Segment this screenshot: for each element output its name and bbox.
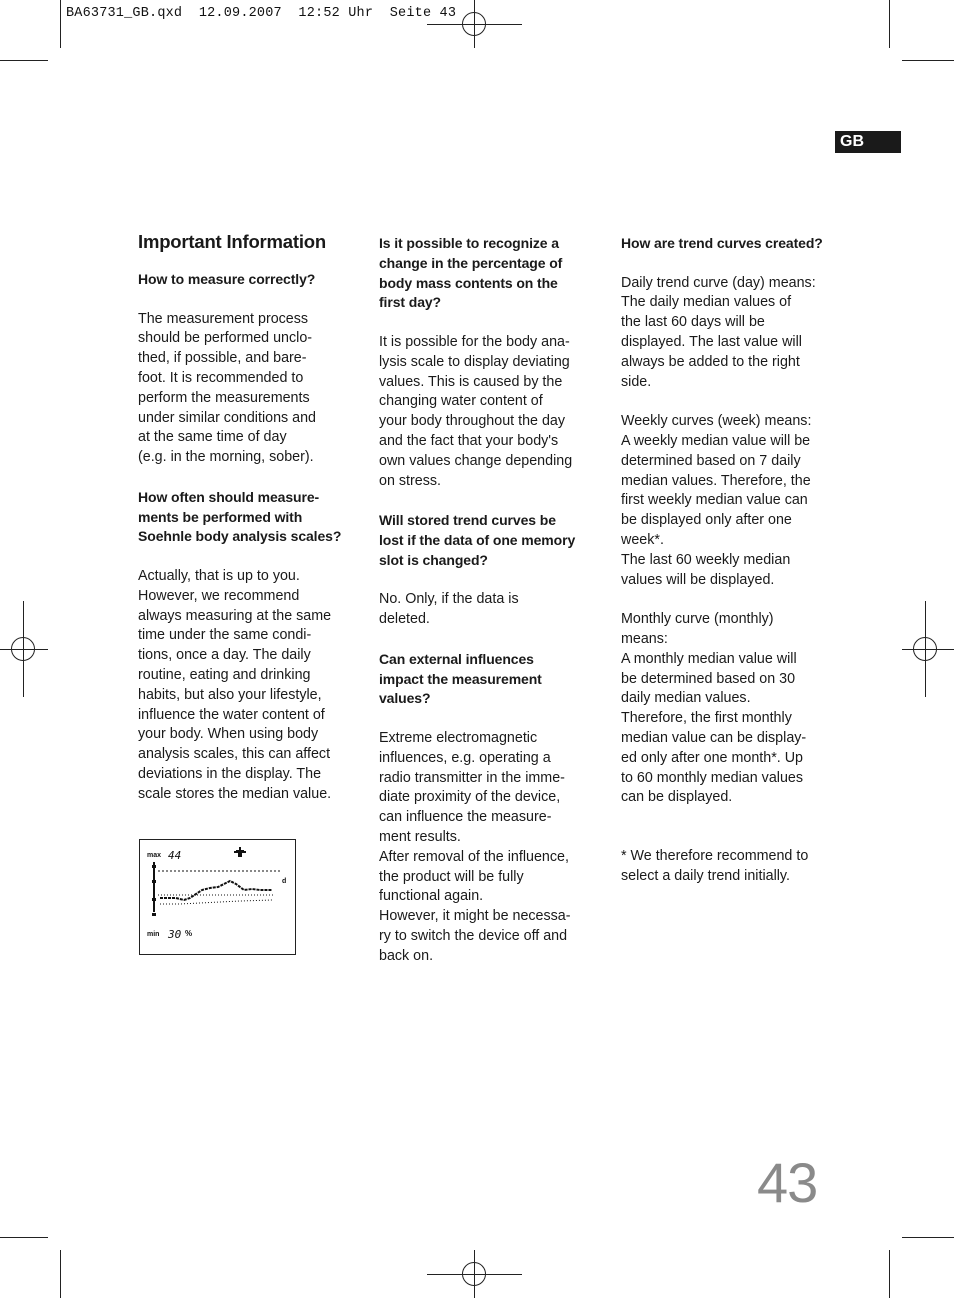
lcd-unit: %: [185, 929, 193, 938]
answer-external-influences: Extreme electromagnetic influences, e.g. operating a radio transmitter in the imme- diate proximity of the device, can influence the measure- ment results. After removal of the influence, the product will be fully functional again. However, it might be necessa- ry to switch the device off and back on.: [379, 729, 571, 964]
answer-monthly-curve: Monthly curve (monthly) means: A monthly median value will be determined based on 30 daily median values. Therefore, the first monthly median value can be display- ed only after one month*. Up to 60 monthly median values can be displayed.: [621, 611, 807, 806]
column-1: [138, 230, 354, 824]
question-trend-curves-created: How are trend curves created?: [621, 235, 823, 251]
lcd-max-value: 44: [168, 849, 182, 862]
language-tab: GB: [835, 131, 901, 153]
question-how-often: How often should measure- ments be performed with Soehnle body analysis scales?: [138, 488, 342, 545]
lcd-max-label: max: [147, 852, 162, 859]
lcd-min-value: 30: [168, 928, 182, 941]
question-measure-correctly: How to measure correctly?: [138, 271, 316, 287]
lcd-min-label: min: [147, 931, 160, 938]
lcd-period-marker: d: [282, 878, 287, 885]
answer-measure-correctly: The measurement process should be performed unclo- thed, if possible, and bare- foot. It is recommended to perform the measurements under similar conditions and at the same time of day (e.g. in the morning, sober).: [138, 310, 317, 466]
answer-how-often: Actually, that is up to you. However, we recommend always measuring at the same time under the same condi- tions, once a day. The daily routine, eating and drinking habits, but also your lifestyle, influence the water content of your body. When using body analysis scales, this can affect deviations in the display. The scale stores the median value.: [138, 567, 332, 802]
answer-daily-curve: Daily trend curve (day) means: The daily median values of the last 60 days will be displayed. The last value will always be added to the right side.: [621, 274, 816, 390]
question-external-influences: Can external influences impact the measurement values?: [379, 650, 542, 707]
answer-recognize-change: It is possible for the body ana- lysis scale to display deviating values. This is caused by the changing water content of your body throughout the day and the fact that your body's own values change depending on stress.: [379, 333, 573, 489]
footnote: * We therefore recommend to select a daily trend initially.: [621, 848, 809, 884]
trend-curve-icon: [140, 840, 297, 956]
lcd-trend-display-illustration: [139, 839, 296, 955]
page-number: 43: [757, 1151, 818, 1214]
print-slug: BA63731_GB.qxd 12.09.2007 12:52 Uhr Seite 43: [66, 6, 457, 21]
section-title: Important Information: [138, 231, 326, 252]
question-recognize-change: Is it possible to recognize a change in the percentage of body mass contents on the first day?: [379, 235, 563, 311]
column-3: [621, 230, 837, 887]
answer-trend-curves-lost: No. Only, if the data is deleted.: [379, 591, 519, 628]
column-2: [379, 230, 597, 966]
answer-weekly-curve: Weekly curves (week) means: A weekly median value will be determined based on 7 daily median values. Therefore, the first weekly median value can be displayed only after one week*. The last 60 weekly median values will be displayed.: [621, 413, 812, 588]
question-trend-curves-lost: Will stored trend curves be lost if the data of one memory slot is changed?: [379, 512, 576, 568]
